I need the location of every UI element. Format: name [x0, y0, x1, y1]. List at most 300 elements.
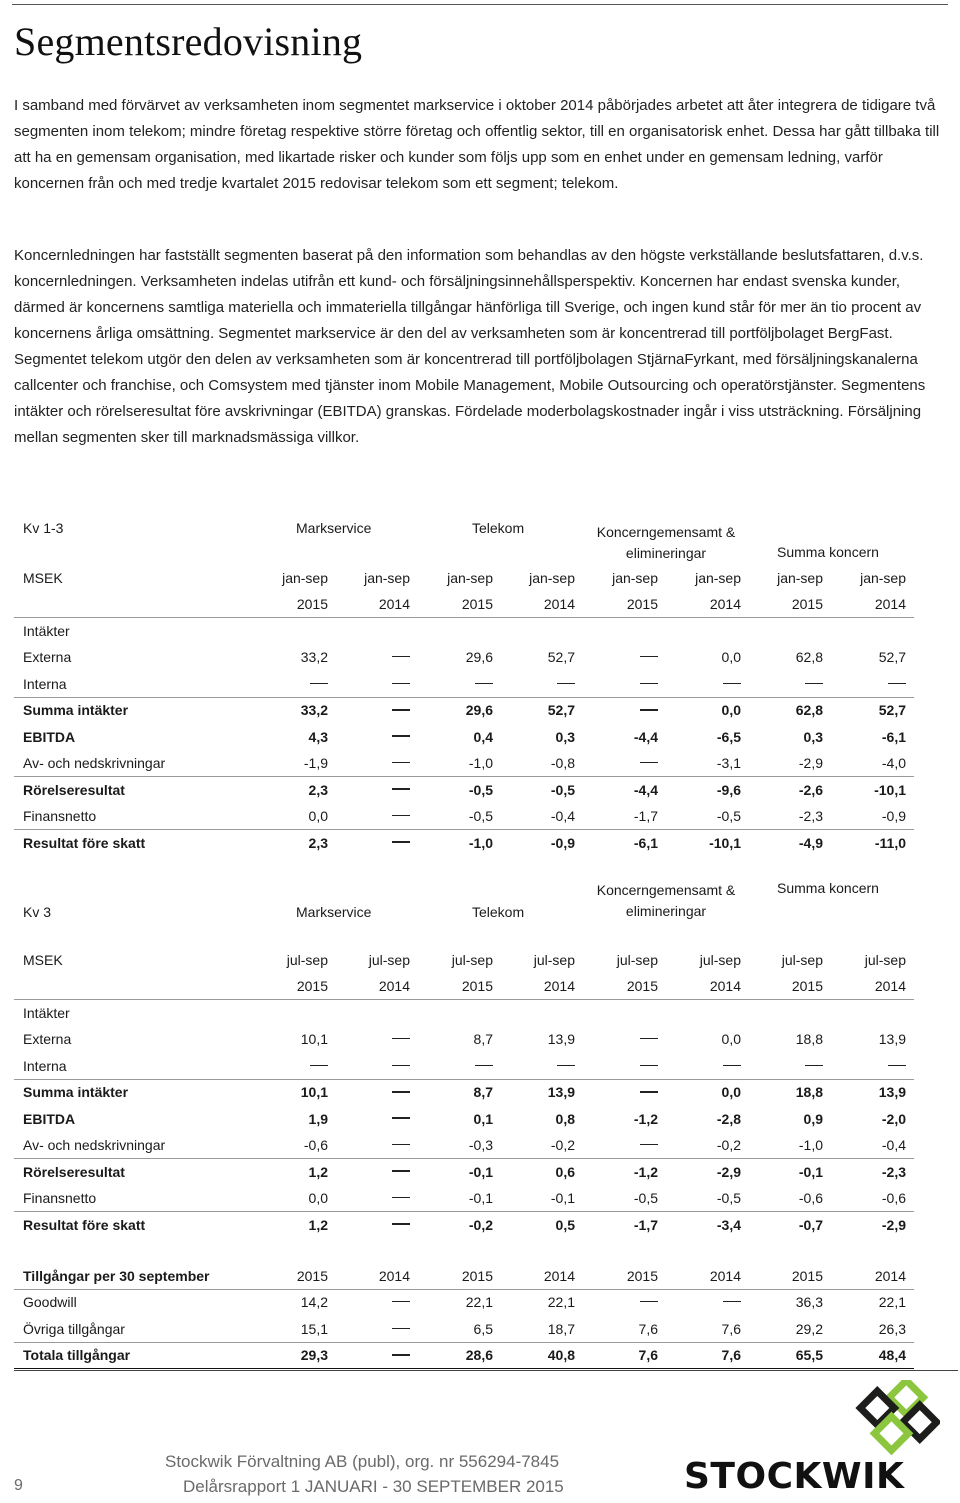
table-cell: [330, 835, 410, 851]
dash-mark: [640, 762, 658, 763]
table-cell: [330, 755, 410, 771]
dash-mark: [805, 1065, 823, 1066]
dash-mark: [723, 683, 741, 684]
table-cell: 33,2: [300, 649, 328, 665]
table-cell: -3,1: [716, 755, 741, 771]
table-cell: -0,5: [468, 781, 493, 798]
dash-mark: [723, 1301, 741, 1302]
table-cell: [330, 676, 410, 692]
section-row: [14, 1001, 914, 1027]
assets-header-row: [14, 1264, 914, 1290]
table-cell: [330, 1347, 410, 1363]
table-cell: 0,1: [473, 1110, 493, 1127]
period-header: jul-sep: [864, 952, 906, 968]
table-cell: [330, 1111, 410, 1127]
bottom-rule: [14, 1370, 958, 1371]
table-cell: -1,2: [633, 1110, 658, 1127]
table-cell: [330, 808, 410, 824]
page-number: 9: [14, 1477, 23, 1494]
table-cell: [330, 782, 410, 798]
table-row: [14, 778, 914, 804]
table-cell: 52,7: [547, 702, 575, 718]
table-cell: 0,4: [473, 728, 493, 745]
table-cell: 22,1: [465, 1294, 493, 1310]
dash-mark: [392, 1117, 410, 1119]
table-cell: [330, 729, 410, 745]
period-header: jul-sep: [616, 952, 658, 968]
row-label: Interna: [23, 1057, 67, 1074]
table-cell: -0,4: [881, 1137, 906, 1153]
table-cell: [743, 1058, 823, 1074]
table-cell: -2,0: [881, 1110, 906, 1127]
year-header: 2014: [709, 1268, 741, 1284]
table-cell: [578, 1137, 658, 1153]
dash-mark: [475, 683, 493, 684]
year-header: 2015: [791, 596, 823, 612]
table-row: [14, 645, 914, 671]
table-cell: -4,0: [881, 755, 906, 771]
table-cell: [826, 1058, 906, 1074]
period-header: jul-sep: [286, 952, 328, 968]
row-label: Summa intäkter: [23, 1084, 129, 1100]
table-cell: -0,2: [716, 1137, 741, 1153]
dash-mark: [557, 683, 575, 684]
table-cell: 26,3: [878, 1320, 906, 1337]
dash-mark: [640, 656, 658, 657]
group-telekom: Telekom: [472, 904, 525, 920]
table-cell: 0,6: [555, 1163, 575, 1180]
table-cell: [330, 1084, 410, 1100]
table-cell: -2,9: [716, 1163, 741, 1180]
table-cell: -2,9: [798, 755, 823, 771]
year-header: 2015: [296, 1268, 328, 1284]
table-cell: 62,8: [795, 702, 823, 718]
year-header: 2015: [626, 1268, 658, 1284]
year-header: 2014: [709, 596, 741, 612]
table-cell: -9,6: [716, 781, 741, 798]
table-cell: -0,3: [468, 1137, 493, 1153]
year-header: 2015: [461, 1268, 493, 1284]
table-cell: [578, 676, 658, 692]
row-label: Interna: [23, 675, 67, 692]
currency-label: MSEK: [23, 952, 63, 968]
year-header: 2014: [874, 596, 906, 612]
table-cell: -6,5: [716, 728, 741, 745]
table-cell: [578, 1058, 658, 1074]
table-cell: 0,0: [308, 1190, 328, 1206]
assets-header-label: Tillgångar per 30 september: [23, 1268, 210, 1284]
row-label: Externa: [23, 649, 72, 665]
table-cell: -1,0: [468, 834, 493, 851]
dash-mark: [640, 1301, 658, 1302]
table-cell: 2,3: [308, 781, 328, 798]
table-cell: [330, 702, 410, 718]
table-cell: -1,7: [633, 808, 658, 824]
group-summa-koncern: Summa koncern: [777, 880, 879, 896]
table-cell: 0,3: [555, 728, 575, 745]
table-cell: [578, 755, 658, 771]
table-cell: [330, 1164, 410, 1180]
group-koncerngemensamt-line2: elimineringar: [625, 903, 707, 919]
table-cell: [413, 1058, 493, 1074]
row-label: Övriga tillgångar: [23, 1320, 125, 1337]
table-cell: 8,7: [473, 1084, 493, 1100]
table-cell: [330, 1137, 410, 1153]
dash-mark: [392, 841, 410, 843]
table-cell: -2,3: [798, 808, 823, 824]
table-cell: -0,6: [303, 1137, 328, 1153]
table-cell: 28,6: [465, 1347, 493, 1363]
table-cell: -10,1: [709, 834, 741, 851]
dash-mark: [310, 683, 328, 684]
table-row: [14, 1290, 914, 1316]
table-row: [14, 1080, 914, 1106]
table-cell: [495, 1058, 575, 1074]
table-cell: 6,5: [473, 1320, 493, 1337]
dash-mark: [392, 788, 410, 790]
dash-mark: [805, 683, 823, 684]
table-cell: -0,1: [550, 1190, 575, 1206]
table-cell: -4,4: [633, 728, 658, 745]
table-cell: -6,1: [881, 728, 906, 745]
table-cell: -0,1: [468, 1163, 493, 1180]
period-header: jul-sep: [368, 952, 410, 968]
table-cell: -0,5: [716, 808, 741, 824]
table-row: [14, 1133, 914, 1159]
period-header: jan-sep: [777, 570, 823, 586]
table-cell: [578, 702, 658, 718]
table-cell: 22,1: [878, 1294, 906, 1310]
table-cell: 1,2: [308, 1163, 328, 1180]
table-cell: 0,8: [555, 1110, 575, 1127]
page-title: Segmentsredovisning: [14, 19, 363, 64]
dash-mark: [392, 656, 410, 657]
section-label: Intäkter: [23, 623, 70, 639]
table-row: [14, 1160, 914, 1186]
dash-mark: [723, 1065, 741, 1066]
dash-mark: [640, 709, 658, 711]
row-label: Finansnetto: [23, 808, 97, 824]
year-header: 2014: [543, 596, 575, 612]
table-cell: -0,5: [633, 1190, 658, 1206]
period-header: jul-sep: [781, 952, 823, 968]
table-cell: -0,2: [468, 1216, 493, 1233]
table-cell: 40,8: [547, 1347, 575, 1363]
table-cell: 0,0: [308, 808, 328, 824]
group-markservice: Markservice: [296, 520, 372, 536]
year-header: 2014: [874, 1268, 906, 1284]
table-cell: 0,9: [803, 1110, 823, 1127]
table-cell: -0,5: [468, 808, 493, 824]
table-cell: 52,7: [878, 702, 906, 718]
row-label: Goodwill: [23, 1294, 77, 1310]
period-header: jul-sep: [533, 952, 575, 968]
group-summa-koncern: Summa koncern: [777, 544, 879, 560]
year-header: 2015: [626, 978, 658, 994]
table-cell: -0,5: [550, 781, 575, 798]
segment-paragraph: Koncernledningen har fastställt segmenten baserat på den information som behandlas av den högste verkställande beslutsfattaren, d.v.s. koncernledningen. Verksamheten indelas utifrån ett kund- och försäljningsinnehållsperspektiv. Koncernen har endast svenska kunder, därmed är koncernens samtliga materiella och immateriella tillgångar hänförliga till Sverige, och ingen kund står för mer än tio procent av koncernens årliga omsättning. Segmentet markservice är den del av verksamheten som är koncentrerad till portföljbolaget BergFast. Segmentet telekom utgör den delen av verksamheten som är koncentrerad till portföljbolagen StjärnaFyrkant, med försäljningskanalerna callcenter och franchise, och Comsystem med tjänster inom Mobile Management, Mobile Outsourcing och operatörstjänster. Segmentens intäkter och rörelseresultat före avskrivningar (EBITDA) granskas. Fördelade moderbolagskostnader ingår i viss utsträckning. Försäljning mellan segmenten sker till marknadsmässiga villkor.: [14, 247, 926, 446]
dash-mark: [392, 1301, 410, 1302]
group-koncerngemensamt-line2: elimineringar: [625, 545, 707, 561]
table-cell: [330, 1031, 410, 1047]
dash-mark: [640, 683, 658, 684]
table-cell: 8,7: [473, 1031, 493, 1047]
year-header: 2014: [543, 1268, 575, 1284]
table-row: [14, 1213, 914, 1239]
year-header: 2015: [791, 978, 823, 994]
table-cell: 33,2: [300, 702, 328, 718]
period-header: jan-sep: [695, 570, 741, 586]
table-cell: 18,8: [795, 1084, 823, 1100]
table-cell: [330, 1190, 410, 1206]
table-cell: -1,0: [798, 1137, 823, 1153]
table-cell: [413, 676, 493, 692]
dash-mark: [557, 1065, 575, 1066]
table-cell: 18,7: [547, 1320, 575, 1337]
table-cell: [661, 1294, 741, 1310]
table-cell: 13,9: [547, 1031, 575, 1047]
row-label: Av- och nedskrivningar: [23, 1137, 166, 1153]
year-header: 2014: [709, 978, 741, 994]
dash-mark: [475, 1065, 493, 1066]
table-cell: 10,1: [300, 1031, 328, 1047]
table-cell: 7,6: [721, 1347, 741, 1363]
table-cell: [330, 649, 410, 665]
period-header: jan-sep: [860, 570, 906, 586]
table-cell: 62,8: [795, 649, 823, 665]
year-header: 2015: [626, 596, 658, 612]
dash-mark: [392, 1038, 410, 1039]
table-cell: [578, 1084, 658, 1100]
table-cell: 1,2: [308, 1216, 328, 1233]
group-koncerngemensamt: [586, 880, 746, 922]
year-header: 2015: [296, 596, 328, 612]
dash-mark: [888, 683, 906, 684]
table-row: [14, 1317, 914, 1343]
row-label: EBITDA: [23, 1110, 76, 1127]
section-row: [14, 619, 914, 645]
dash-mark: [392, 1223, 410, 1225]
year-header: 2014: [378, 1268, 410, 1284]
table-cell: 13,9: [547, 1084, 575, 1100]
table-cell: 0,0: [721, 1084, 741, 1100]
table-cell: 7,6: [721, 1320, 741, 1337]
year-header-row: [14, 592, 914, 618]
table-cell: 52,7: [547, 649, 575, 665]
table-row: [14, 1186, 914, 1212]
row-label: Externa: [23, 1031, 72, 1047]
table-cell: 36,3: [795, 1294, 823, 1310]
table-cell: 10,1: [300, 1084, 328, 1100]
table-cell: -2,9: [881, 1216, 906, 1233]
table-cell: -0,8: [550, 755, 575, 771]
table-cell: 15,1: [300, 1320, 328, 1337]
table-cell: [661, 676, 741, 692]
dash-mark: [640, 1091, 658, 1093]
table-cell: 29,2: [795, 1320, 823, 1337]
table-row: [14, 1054, 914, 1080]
row-label: Rörelseresultat: [23, 781, 125, 798]
intro-paragraph: I samband med förvärvet av verksamheten inom segmentet markservice i oktober 2014 påbörjades arbetet att åter integrera de tidigare två segmenten inom telekom; mindre företag respektive större företag och offentlig sektor, till en organisatorisk enhet. Dessa har gått tillbaka till att ha en gemensam organisation, med likartade risker och kunder som följs upp som en enhet under en gemensam ledning, varför koncernen från och med tredje kvartalet 2015 redovisar telekom som ett segment; telekom.: [14, 97, 940, 192]
table-row: [14, 751, 914, 777]
table-cell: -10,1: [874, 781, 906, 798]
period-label: Kv 1-3: [23, 520, 64, 536]
dash-mark: [392, 1091, 410, 1093]
dash-mark: [392, 1354, 410, 1356]
dash-mark: [392, 1065, 410, 1066]
top-rule: [12, 4, 948, 5]
table-cell: -0,9: [881, 808, 906, 824]
table-cell: -4,4: [633, 781, 658, 798]
table-cell: 65,5: [795, 1347, 823, 1363]
table-cell: 0,0: [721, 1031, 741, 1047]
table-cell: -0,2: [550, 1137, 575, 1153]
dash-mark: [392, 735, 410, 737]
table-cell: 52,7: [878, 649, 906, 665]
group-koncerngemensamt-line1: Koncerngemensamt &: [596, 882, 736, 898]
period-header: jan-sep: [529, 570, 575, 586]
table-cell: [826, 676, 906, 692]
row-label: Resultat före skatt: [23, 834, 146, 851]
table-row: [14, 698, 914, 724]
table-cell: 13,9: [878, 1031, 906, 1047]
table-cell: 4,3: [308, 728, 328, 745]
row-label: Av- och nedskrivningar: [23, 755, 166, 771]
year-header: 2015: [791, 1268, 823, 1284]
period-header: jan-sep: [282, 570, 328, 586]
year-header: 2014: [543, 978, 575, 994]
table-cell: 29,6: [465, 702, 493, 718]
dash-mark: [392, 709, 410, 711]
table-cell: -1,2: [633, 1163, 658, 1180]
table-cell: -2,6: [798, 781, 823, 798]
table-cell: -3,4: [716, 1216, 741, 1233]
row-label: Totala tillgångar: [23, 1347, 131, 1363]
table-cell: -4,9: [798, 834, 823, 851]
row-label: Finansnetto: [23, 1190, 97, 1206]
row-label: Summa intäkter: [23, 702, 129, 718]
table-cell: [743, 676, 823, 692]
table-row: [14, 672, 914, 698]
period-header: jan-sep: [612, 570, 658, 586]
year-header: 2015: [461, 978, 493, 994]
group-markservice: Markservice: [296, 904, 372, 920]
period-header: jan-sep: [364, 570, 410, 586]
table-row: [14, 804, 914, 830]
group-telekom: Telekom: [472, 520, 525, 536]
table-cell: [330, 1321, 410, 1337]
period-header: jan-sep: [447, 570, 493, 586]
table-row: [14, 831, 914, 857]
footer-report: Delårsrapport 1 JANUARI - 30 SEPTEMBER 2015: [183, 1477, 564, 1496]
table-cell: [330, 1217, 410, 1233]
table-cell: 7,6: [638, 1347, 658, 1363]
dash-mark: [640, 1144, 658, 1145]
table-row: [14, 1107, 914, 1133]
table-cell: 0,3: [803, 728, 823, 745]
table-cell: [578, 1294, 658, 1310]
table-cell: -0,9: [550, 834, 575, 851]
dash-mark: [392, 1144, 410, 1145]
dash-mark: [392, 1197, 410, 1198]
table-cell: -1,0: [468, 755, 493, 771]
table-cell: -6,1: [633, 834, 658, 851]
table-cell: [661, 1058, 741, 1074]
period-label: Kv 3: [23, 904, 52, 920]
table-cell: 2,3: [308, 834, 328, 851]
stockwik-logo-icon: [850, 1380, 940, 1460]
group-koncerngemensamt-line1: Koncerngemensamt &: [596, 524, 736, 540]
table-cell: -2,3: [881, 1163, 906, 1180]
table-cell: [248, 676, 328, 692]
year-header-row: [14, 974, 914, 1000]
table-cell: 14,2: [300, 1294, 328, 1310]
table-cell: 0,0: [721, 649, 741, 665]
table-cell: 0,0: [721, 702, 741, 718]
table-cell: 7,6: [638, 1320, 658, 1337]
dash-mark: [888, 1065, 906, 1066]
period-header: jul-sep: [699, 952, 741, 968]
year-header: 2014: [874, 978, 906, 994]
dash-mark: [640, 1038, 658, 1039]
table-cell: 1,9: [308, 1110, 328, 1127]
currency-label: MSEK: [23, 570, 63, 586]
table-cell: -0,7: [798, 1216, 823, 1233]
row-label: Resultat före skatt: [23, 1216, 146, 1233]
table-cell: [248, 1058, 328, 1074]
row-label: Rörelseresultat: [23, 1163, 125, 1180]
year-header: 2014: [378, 978, 410, 994]
dash-mark: [392, 815, 410, 816]
period-header-row: [14, 948, 914, 974]
dash-mark: [392, 683, 410, 684]
dash-mark: [310, 1065, 328, 1066]
row-label: EBITDA: [23, 728, 76, 745]
table-cell: [578, 649, 658, 665]
section-label: Intäkter: [23, 1005, 70, 1021]
table-cell: -0,6: [881, 1190, 906, 1206]
table-row: [14, 725, 914, 751]
table-cell: 29,3: [300, 1347, 328, 1363]
table-cell: 22,1: [547, 1294, 575, 1310]
table-cell: -0,4: [550, 808, 575, 824]
table-cell: -0,1: [468, 1190, 493, 1206]
period-header-row: [14, 566, 914, 592]
table-row: [14, 1343, 914, 1369]
dash-mark: [392, 1328, 410, 1329]
dash-mark: [640, 1065, 658, 1066]
table-cell: -11,0: [874, 834, 906, 851]
table-cell: -0,1: [798, 1163, 823, 1180]
table-cell: [330, 1294, 410, 1310]
table-cell: -1,7: [633, 1216, 658, 1233]
logo-wordmark: STOCKWIK: [684, 1456, 905, 1497]
table-cell: -0,6: [798, 1190, 823, 1206]
year-header: 2015: [296, 978, 328, 994]
table-cell: [578, 1031, 658, 1047]
table-row: [14, 1027, 914, 1053]
table-cell: 29,6: [465, 649, 493, 665]
dash-mark: [392, 1170, 410, 1172]
table-cell: [495, 676, 575, 692]
footer-company: Stockwik Förvaltning AB (publ), org. nr 556294-7845: [165, 1452, 560, 1471]
year-header: 2015: [461, 596, 493, 612]
table-cell: -2,8: [716, 1110, 741, 1127]
table-cell: 48,4: [878, 1347, 906, 1363]
year-header: 2014: [378, 596, 410, 612]
dash-mark: [392, 762, 410, 763]
table-cell: 0,5: [555, 1216, 575, 1233]
